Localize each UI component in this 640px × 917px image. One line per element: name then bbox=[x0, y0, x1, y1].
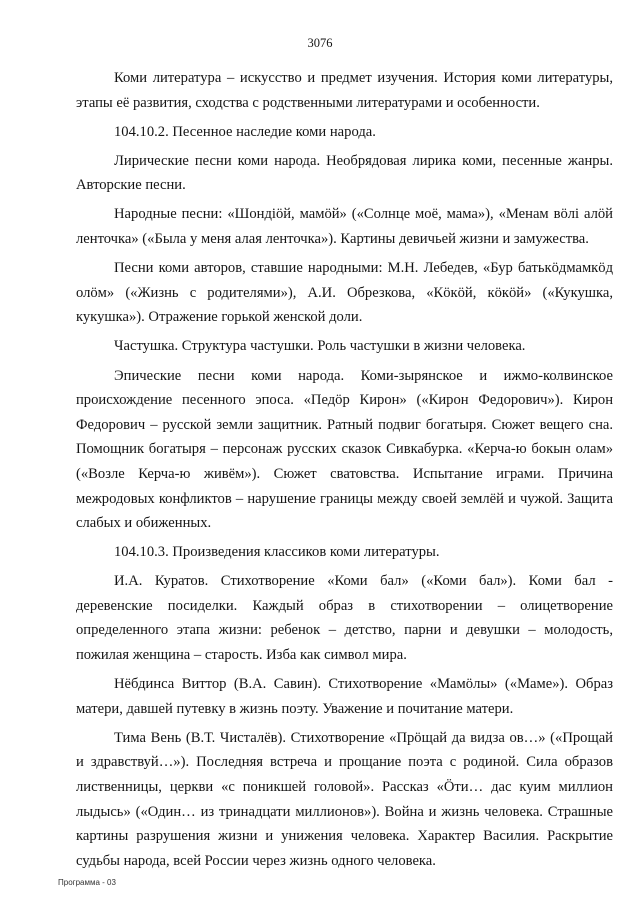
paragraph-author-songs: Песни коми авторов, ставшие народными: М.Н. Лебедев, «Бур батькӧдмамкӧд олӧм» («Жизнь с родителями»), А.И. Обрезкова, «Кӧкӧй, кӧкӧй» («Кукушка, кукушка»). Отражение горькой женской доли. bbox=[76, 260, 613, 326]
paragraph-lyrical-songs: Лирические песни коми народа. Необрядовая лирика коми, песенные жанры. Авторские песни. bbox=[76, 152, 613, 194]
paragraph-tima-ven: Тима Вень (В.Т. Чисталёв). Стихотворение «Прӧщай да видза ов…» («Прощай и здравствуй…»). Последняя встреча и прощание поэта с родиной. Сила образов лиственницы, церкви «с поникшей головой». Рассказ «Ӧти… дас куим миллион лыдысь» («Один… из тринадцати миллионов»). Война и жизнь человека. Страшные картины разрушения жизни и унижения человека. Характер Василия. Раскрытие судьбы народа, всей России через жизнь одного человека. bbox=[76, 729, 613, 869]
section-heading-104-10-3: 104.10.3. Произведения классиков коми литературы. bbox=[114, 544, 440, 561]
paragraph-epic-songs: Эпические песни коми народа. Коми-зырянское и ижмо-колвинское происхождение песенного эпоса. «Педӧр Кирон» («Кирон Федорович»). Кирон Федорович – русской земли защитник. Ратный подвиг богатыря. Сюжет вещего сна. Помощник богатыря – персонаж русских сказок Сивкабурка. «Керча-ю бокын олам» («Возле Керча-ю живём»). Сюжет сватовства. Испытание играми. Причина межродовых конфликтов – нарушение границы между своей землёй и чужой. Защита слабых и обиженных. bbox=[76, 367, 613, 532]
page-number: 3076 bbox=[307, 36, 333, 50]
paragraph-chastushka: Частушка. Структура частушки. Роль частушки в жизни человека. bbox=[114, 338, 526, 355]
document-body bbox=[76, 66, 613, 878]
paragraph-kuratov: И.А. Куратов. Стихотворение «Коми бал» («Коми бал»). Коми бал - деревенские посиделки. Каждый образ в стихотворении – олицетворение определенного этапа жизни: ребенок – детство, парни и девушки – молодость, пожилая женщина – старость. Изба как символ мира. bbox=[76, 573, 613, 664]
section-heading-104-10-2: 104.10.2. Песенное наследие коми народа. bbox=[114, 123, 376, 140]
page-footer: Программа - 03 bbox=[58, 878, 116, 887]
paragraph-komi-literature-intro: Коми литература – искусство и предмет изучения. История коми литературы, этапы её развития, сходства с родственными литературами и особенности. bbox=[76, 70, 613, 111]
paragraph-nebdinsa-vittor: Нёбдинса Виттор (В.А. Савин). Стихотворение «Мамӧлы» («Маме»). Образ матери, давшей путевку в жизнь поэту. Уважение и почитание матери. bbox=[76, 676, 613, 717]
paragraph-folk-songs: Народные песни: «Шондiӧй, мамӧй» («Солнце моё, мама»), «Менам вӧлi алӧй ленточка» («Была у меня алая ленточка»). Картины девичьей жизни и замужества. bbox=[76, 206, 613, 248]
